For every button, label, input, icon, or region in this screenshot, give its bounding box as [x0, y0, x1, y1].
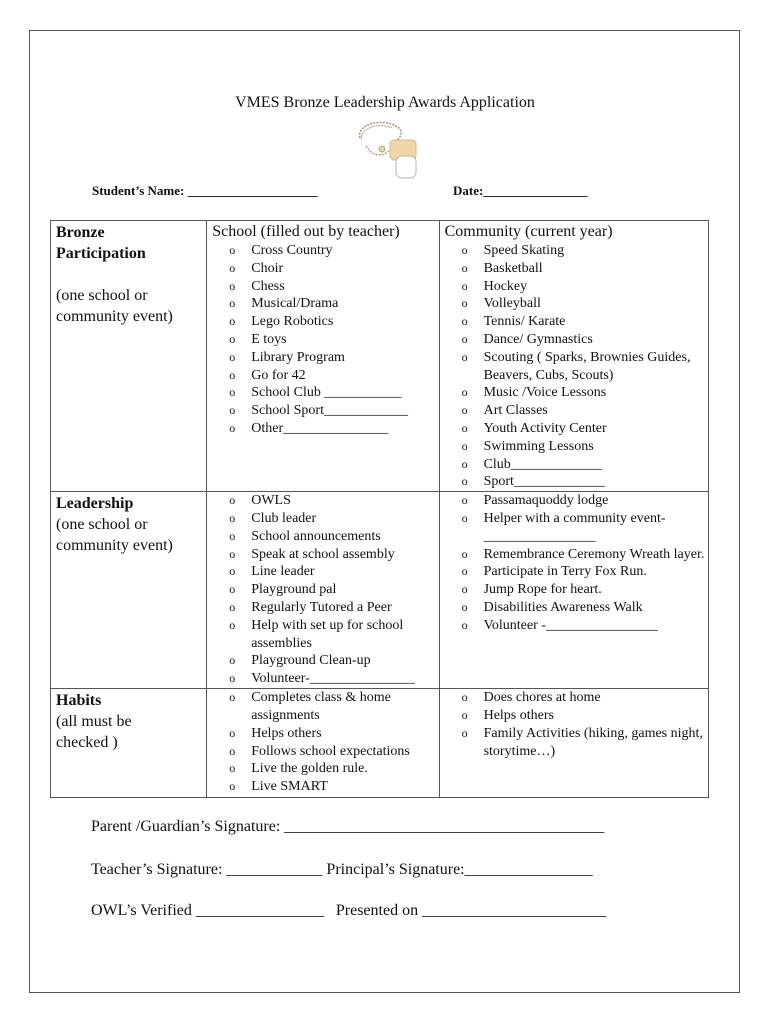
award-criteria-table	[50, 220, 709, 798]
checklist-item[interactable]: o OWLS	[229, 492, 438, 510]
checklist-item[interactable]: o Helps others	[462, 707, 708, 725]
leadership-note-2: community event)	[56, 537, 173, 555]
checklist-item[interactable]: o Music /Voice Lessons	[462, 384, 708, 402]
checklist-item[interactable]: o Participate in Terry Fox Run.	[462, 563, 708, 581]
checklist-item[interactable]: o E toys	[229, 331, 438, 349]
checklist-item[interactable]: o Family Activities (hiking, games night, storytime…)	[462, 725, 708, 761]
habits-school-list	[207, 689, 438, 796]
habits-row	[51, 689, 709, 798]
participation-note-1: (one school or	[56, 287, 148, 304]
participation-label-cell	[51, 221, 207, 492]
checklist-item[interactable]: o Lego Robotics	[229, 313, 438, 331]
leadership-community-cell	[439, 492, 708, 689]
teacher-principal-signature-line[interactable]: Teacher’s Signature: ____________ Principal’s Signature:________________	[91, 861, 593, 878]
student-name-field[interactable]: Student’s Name: ____________________	[92, 183, 318, 198]
checklist-item[interactable]: o Speed Skating	[462, 242, 708, 260]
checklist-item[interactable]: o Musical/Drama	[229, 295, 438, 313]
checklist-item[interactable]: o Live the golden rule.	[229, 760, 438, 778]
checklist-item[interactable]: o Go for 42	[229, 367, 438, 385]
date-field[interactable]: Date:________________	[453, 183, 588, 198]
leadership-label-cell	[51, 492, 207, 689]
checklist-item[interactable]: o Other_______________	[229, 420, 438, 438]
habits-label-cell	[51, 689, 207, 798]
habits-school-cell	[207, 689, 439, 798]
checklist-item[interactable]: o Passamaquoddy lodge	[462, 492, 708, 510]
checklist-item[interactable]: o Playground Clean-up	[229, 652, 438, 670]
checklist-item[interactable]: o Helps others	[229, 725, 438, 743]
checklist-item[interactable]: o Basketball	[462, 260, 708, 278]
habits-note-2: checked )	[56, 734, 118, 752]
checklist-item[interactable]: o Follows school expectations	[229, 743, 438, 761]
checklist-item[interactable]: o Swimming Lessons	[462, 438, 708, 456]
checklist-item[interactable]: o Tennis/ Karate	[462, 313, 708, 331]
leadership-note-1: (one school or	[56, 516, 148, 534]
checklist-item[interactable]: o Completes class & home assignments	[229, 689, 438, 725]
checklist-item[interactable]: o Playground pal	[229, 581, 438, 599]
checklist-item[interactable]: o Line leader	[229, 563, 438, 581]
checklist-item[interactable]: o Library Program	[229, 349, 438, 367]
checklist-item[interactable]: o Youth Activity Center	[462, 420, 708, 438]
leadership-title: Leadership	[56, 495, 134, 513]
checklist-item[interactable]: o Scouting ( Sparks, Brownies Guides, Beavers, Cubs, Scouts)	[462, 349, 708, 385]
leadership-school-list	[207, 492, 438, 688]
form-title: VMES Bronze Leadership Awards Application	[235, 94, 535, 111]
leadership-community-list	[440, 492, 708, 634]
checklist-item[interactable]: o Regularly Tutored a Peer	[229, 599, 438, 617]
checklist-item[interactable]: o School Club ___________	[229, 384, 438, 402]
habits-community-list	[440, 689, 708, 760]
checklist-item[interactable]: o Sport_____________	[462, 473, 708, 491]
checklist-item[interactable]: o Club leader	[229, 510, 438, 528]
checklist-item[interactable]: o Choir	[229, 260, 438, 278]
habits-title: Habits	[56, 692, 102, 710]
checklist-item[interactable]: o Club_____________	[462, 456, 708, 474]
checklist-item[interactable]: o Volunteer-_______________	[229, 670, 438, 688]
community-column-header: Community (current year)	[444, 223, 613, 240]
checklist-item[interactable]: o Art Classes	[462, 402, 708, 420]
parent-signature-line[interactable]: Parent /Guardian’s Signature: ________________________________________	[91, 818, 605, 835]
checklist-item[interactable]: o Does chores at home	[462, 689, 708, 707]
school-column-header: School (filled out by teacher)	[212, 223, 400, 240]
checklist-item[interactable]: o Volunteer -________________	[462, 617, 708, 635]
checklist-item[interactable]: o Hockey	[462, 278, 708, 296]
checklist-item[interactable]: o Cross Country	[229, 242, 438, 260]
dog-tag-medal-icon	[352, 116, 422, 182]
checklist-item[interactable]: o Live SMART	[229, 778, 438, 796]
checklist-item[interactable]: o Volleyball	[462, 295, 708, 313]
leadership-school-cell	[207, 492, 439, 689]
habits-note-1: (all must be	[56, 713, 132, 731]
checklist-item[interactable]: o Remembrance Ceremony Wreath layer.	[462, 546, 708, 564]
checklist-item[interactable]: o Chess	[229, 278, 438, 296]
bronze-heading: Bronze	[56, 224, 105, 241]
participation-note-2: community event)	[56, 308, 173, 325]
checklist-item[interactable]: o School announcements	[229, 528, 438, 546]
checklist-item[interactable]: o Jump Rope for heart.	[462, 581, 708, 599]
participation-school-cell	[207, 221, 439, 492]
leadership-row	[51, 492, 709, 689]
participation-community-cell	[439, 221, 708, 492]
checklist-item[interactable]: o Help with set up for school assemblies	[229, 617, 438, 653]
owl-verified-presented-line[interactable]: OWL’s Verified ________________ Presented on _______________________	[91, 902, 607, 919]
checklist-item[interactable]: o Speak at school assembly	[229, 546, 438, 564]
habits-community-cell	[439, 689, 708, 798]
checklist-item[interactable]: o Dance/ Gymnastics	[462, 331, 708, 349]
checklist-item[interactable]: o Helper with a community event- ________________	[462, 510, 708, 546]
checklist-item[interactable]: o Disabilities Awareness Walk	[462, 599, 708, 617]
participation-row	[51, 221, 709, 492]
participation-school-list	[207, 242, 438, 438]
participation-community-list	[440, 242, 708, 491]
checklist-item[interactable]: o School Sport____________	[229, 402, 438, 420]
participation-title: Participation	[56, 245, 146, 262]
